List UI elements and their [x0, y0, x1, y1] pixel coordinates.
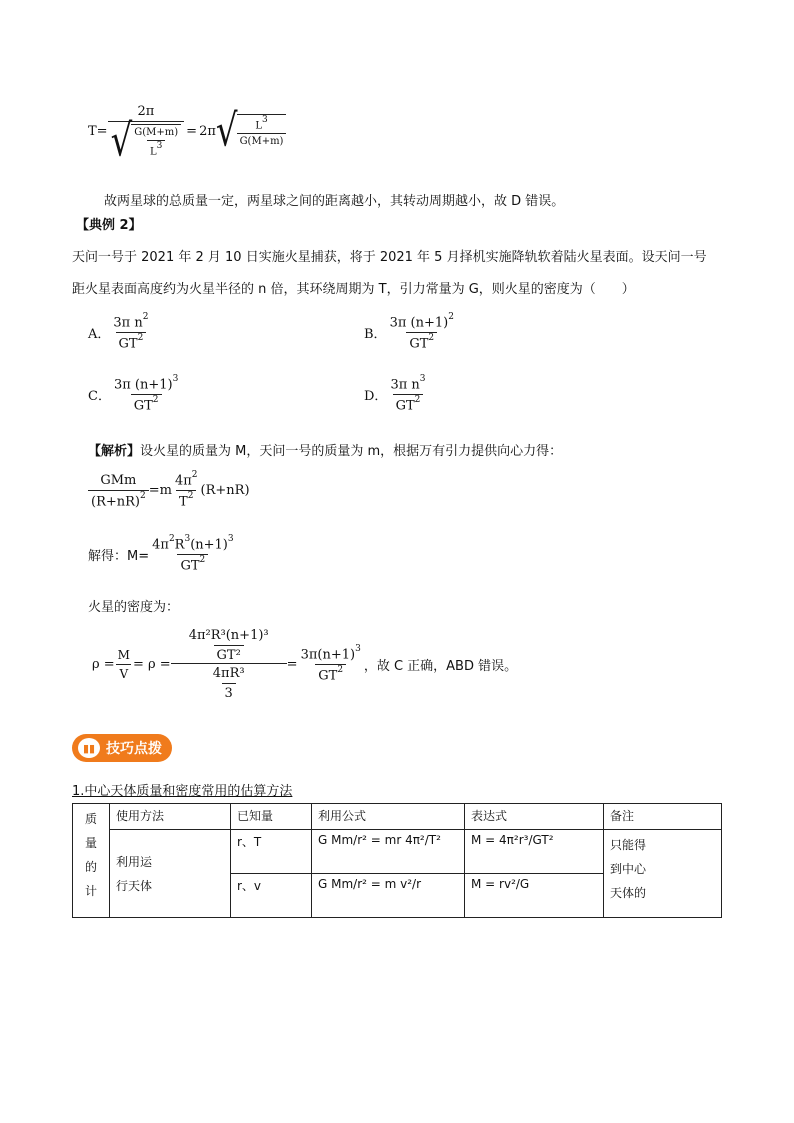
- row-header: 质 量 的 计: [73, 804, 110, 918]
- note-cell: 只能得 到中心 天体的: [604, 830, 722, 918]
- option-d[interactable]: D． $\frac{3\pi n^3}{GT^2}$: [364, 374, 426, 414]
- density-label: 火星的密度为：: [88, 600, 180, 615]
- header-note: 备注: [604, 804, 722, 830]
- formula-cell: G Mm/r² = m v²/r: [312, 874, 465, 918]
- equation-period: T= 2π √ $\frac{G(M+m)}{L^3}$ = 2π √ $\frac{L^3}{G(M+m)}$: [88, 104, 286, 158]
- equation-mass: 解得：M= $\frac{4\pi^2R^3(n+1)^3}{GT^2}$: [88, 534, 234, 574]
- eq-lhs: T=: [88, 123, 108, 139]
- section-title: 1.中心天体质量和密度常用的估算方法: [72, 784, 293, 799]
- expression-cell: M = 4π²r³/GT²: [465, 830, 604, 874]
- header-known: 已知量: [231, 804, 312, 830]
- known-cell: r、v: [231, 874, 312, 918]
- tips-badge: ▮▮ 技巧点拨: [72, 734, 172, 762]
- equation-gravity: $\frac{\text{GMm}}{(R+nR)^2}$ =m $\frac{4\pi^2}{T^2}$ (R+nR): [88, 472, 250, 510]
- header-method: 使用方法: [110, 804, 231, 830]
- analysis-line: 【解析】设火星的质量为 M，天问一号的质量为 m，根据万有引力提供向心力得：: [88, 444, 563, 459]
- option-a[interactable]: A． $\frac{3\pi n^2}{GT^2}$: [88, 312, 149, 352]
- option-b[interactable]: B． $\frac{3\pi (n+1)^2}{GT^2}$: [364, 312, 454, 352]
- formula-cell: G Mm/r² = mr 4π²/T²: [312, 830, 465, 874]
- equation-density: ρ = $\frac{M}{V}$ = ρ = $\frac{\frac{\text{4π²R³(n+1)³}}{\text{GT²}}}{\frac{\text{4πR³}}{3}}$ = $\frac{3\pi(n+1)^3}{GT^2}$ ，故 C 正确，ABD 错误。: [92, 628, 518, 701]
- example-title: 【典例 2】: [76, 218, 142, 233]
- expression-cell: M = rv²/G: [465, 874, 604, 918]
- question-line-2: 距火星表面高度约为火星半径的 n 倍，其环绕周期为 T，引力常量为 G，则火星的密度为（ ）: [72, 282, 635, 297]
- sqrt: √ $\frac{L^3}{G(M+m)}$: [216, 114, 287, 148]
- header-expression: 表达式: [465, 804, 604, 830]
- estimation-table: [72, 803, 722, 918]
- option-c[interactable]: C． $\frac{3\pi (n+1)^3}{GT^2}$: [88, 374, 179, 414]
- known-cell: r、T: [231, 830, 312, 874]
- book-icon: ▮▮: [78, 738, 100, 758]
- fraction: 2π √ $\frac{G(M+m)}{L^3}$: [108, 104, 185, 158]
- header-formula: 利用公式: [312, 804, 465, 830]
- conclusion-text: 故两星球的总质量一定，两星球之间的距离越小，其转动周期越小，故 D 错误。: [104, 194, 565, 209]
- question-line-1: 天问一号于 2021 年 2 月 10 日实施火星捕获，将于 2021 年 5 月择机实施降轨软着陆火星表面。设天问一号: [72, 250, 707, 265]
- method-cell: 利用运 行天体: [110, 830, 231, 918]
